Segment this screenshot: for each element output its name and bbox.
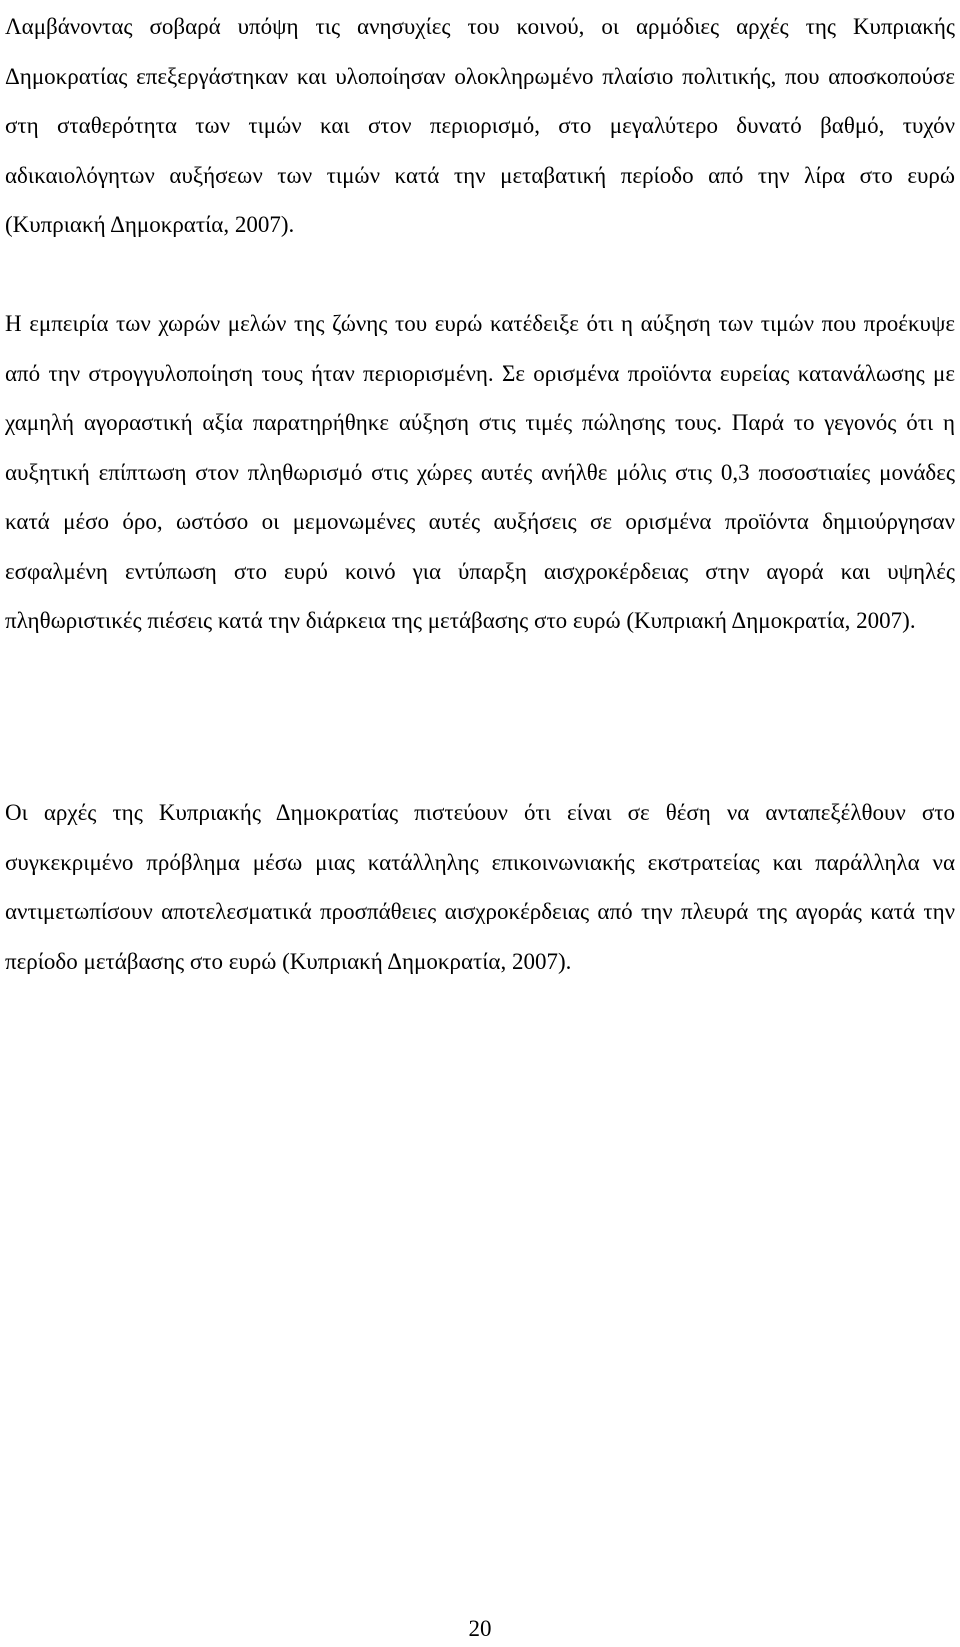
page-number: 20 [468, 1616, 492, 1641]
paragraph-communication-campaign: Οι αρχές της Κυπριακής Δημοκρατίας πιστεύουν ότι είναι σε θέση να ανταπεξέλθουν στο συγκεκριμένο πρόβλημα μέσω μιας κατάλληλης επικοινωνιακής εκστρατείας και παράλληλα να αντιμετωπίσουν αποτελεσματικά προσπάθειες αισχροκέρδειας από την πλευρά της αγοράς κατά την περίοδο μετάβασης στο ευρώ (Κυπριακή Δημοκρατία, 2007). [5, 800, 955, 974]
paragraph-price-stability-policy: Λαμβάνοντας σοβαρά υπόψη τις ανησυχίες του κοινού, οι αρμόδιες αρχές της Κυπριακής Δημοκρατίας επεξεργάστηκαν και υλοποίησαν ολοκληρωμένο πλαίσιο πολιτικής, που αποσκοπούσε στη σταθερότητα των τιμών και στον περιορισμό, στο μεγαλύτερο δυνατό βαθμό, τυχόν αδικαιολόγητων αυξήσεων των τιμών κατά την μεταβατική περίοδο από την λίρα στο ευρώ (Κυπριακή Δημοκρατία, 2007). [5, 14, 955, 237]
paragraph-eurozone-experience: Η εμπειρία των χωρών μελών της ζώνης του ευρώ κατέδειξε ότι η αύξηση των τιμών που προέκυψε από την στρογγυλοποίηση τους ήταν περιορισμένη. Σε ορισμένα προϊόντα ευρείας κατανάλωσης με χαμηλή αγοραστική αξία παρατηρήθηκε αύξηση στις τιμές πώλησης τους. Παρά το γεγονός ότι η αυξητική επίπτωση στον πληθωρισμό στις χώρες αυτές ανήλθε μόλις στις 0,3 ποσοστιαίες μονάδες κατά μέσο όρο, ωστόσο οι μεμονωμένες αυτές αυξήσεις σε ορισμένα προϊόντα δημιούργησαν εσφαλμένη εντύπωση στο ευρύ κοινό για ύπαρξη αισχροκέρδειας στην αγορά και υψηλές πληθωριστικές πιέσεις κατά την διάρκεια της μετάβασης στο ευρώ (Κυπριακή Δημοκρατία, 2007). [5, 311, 955, 633]
